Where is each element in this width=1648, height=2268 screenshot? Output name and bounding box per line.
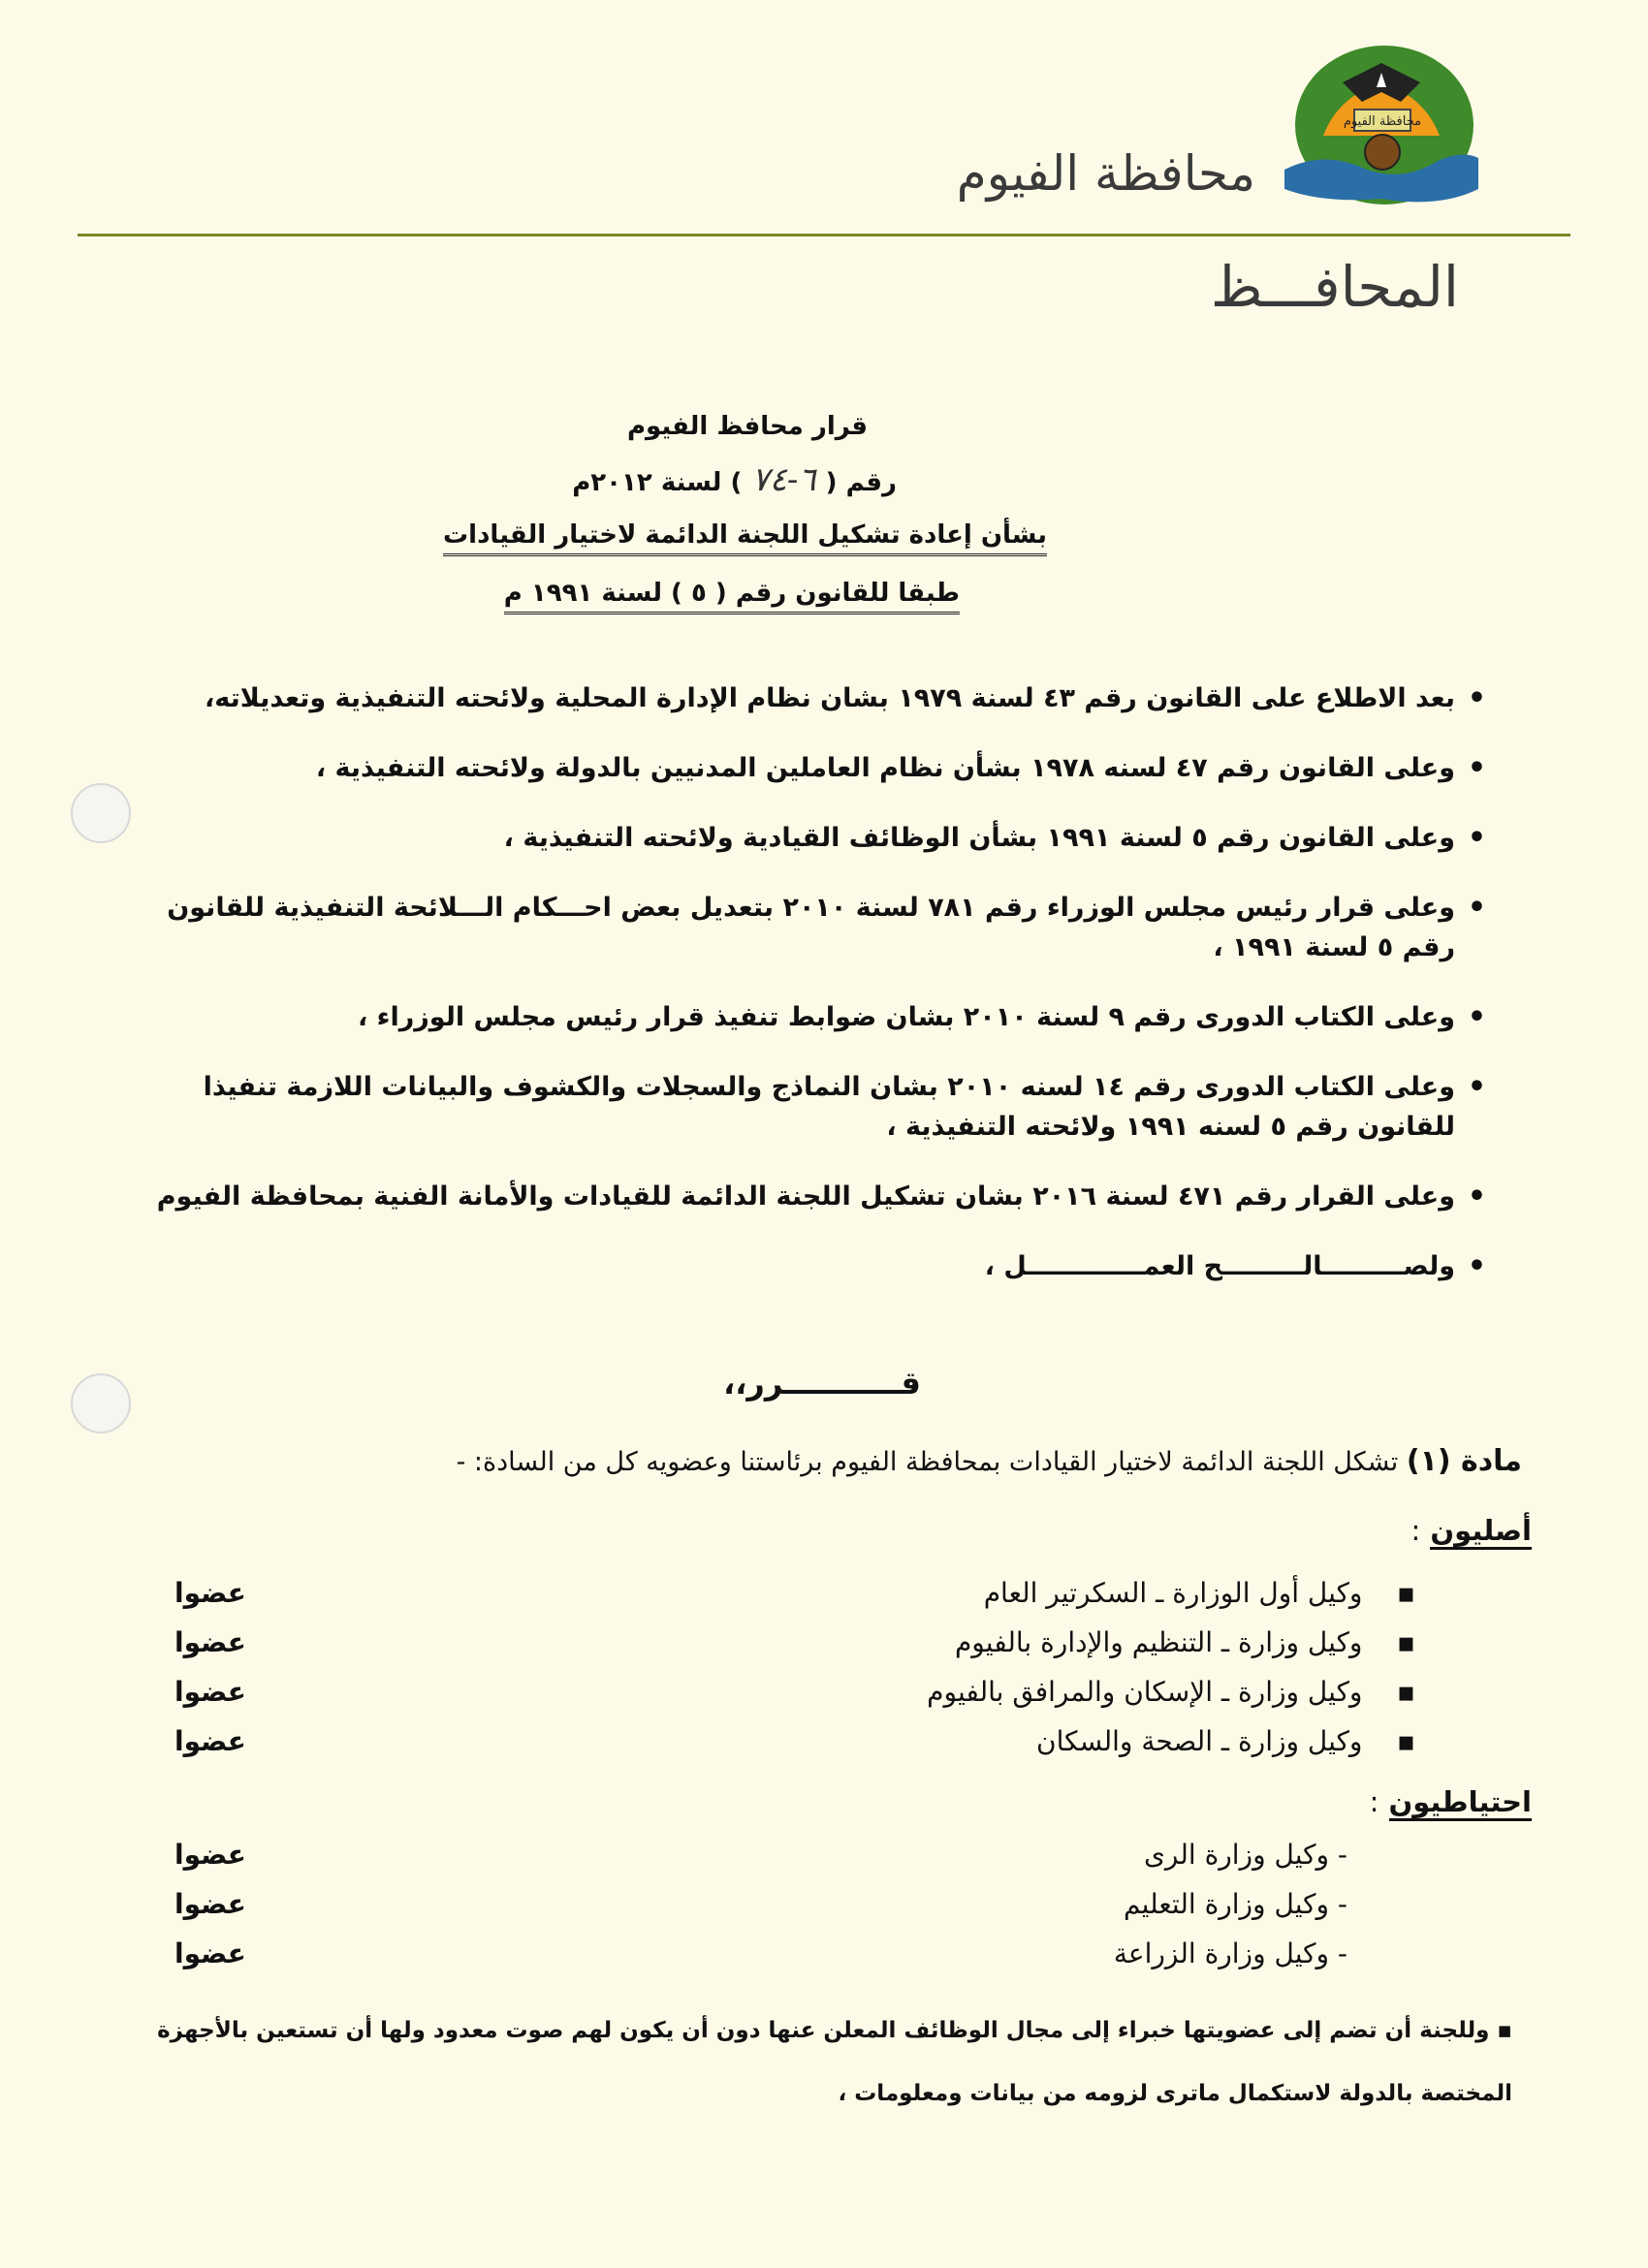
member-name: - وكيل وزارة التعليم	[1124, 1888, 1347, 1920]
decision-subject	[443, 520, 1047, 550]
article-1	[457, 1444, 1522, 1478]
decision-law-reference	[504, 579, 960, 608]
organization-name: محافظة الفيوم	[956, 145, 1255, 202]
decision-number-handwritten: ٦-٧٤	[751, 460, 816, 499]
member-name: ▪ وكيل وزارة ـ الصحة والسكان	[1036, 1725, 1415, 1757]
logo-text: محافظة الفيوم	[1343, 114, 1422, 129]
principal-member-row	[155, 1676, 1415, 1718]
preamble-item: • ولصـــــــــالـــــــــح العمـــــــــــــل ،	[111, 1246, 1488, 1286]
member-role: عضوا	[174, 1839, 246, 1871]
article-1-text: تشكل اللجنة الدائمة لاختيار القيادات بمحافظة الفيوم برئاستنا وعضويه كل من السادة: -	[456, 1447, 1399, 1477]
decides-heading: قـــــــــــرر،،	[723, 1365, 921, 1402]
principal-member-row	[155, 1577, 1415, 1620]
principals-label: أصليون	[1430, 1514, 1532, 1550]
member-role: عضوا	[174, 1676, 246, 1708]
member-role: عضوا	[174, 1937, 246, 1969]
decision-number-prefix: رقم (	[825, 468, 897, 497]
governor-title: المحافـــظ	[1210, 254, 1459, 320]
preamble-item: • وعلى الكتاب الدورى رقم ٩ لسنة ٢٠١٠ بشان ضوابط تنفيذ قرار رئيس مجلس الوزراء ،	[111, 997, 1488, 1037]
decision-law-reference-text: طبقا للقانون رقم ( ٥ ) لسنة ١٩٩١ م	[504, 579, 960, 614]
alternate-member-row	[155, 1839, 1415, 1881]
punch-hole	[71, 1373, 131, 1433]
alternates-heading	[1370, 1785, 1532, 1818]
article-1-label: مادة (١)	[1406, 1444, 1522, 1478]
principal-member-row	[155, 1626, 1415, 1669]
principals-heading	[1411, 1514, 1532, 1547]
committee-note: ▪ وللجنة أن تضم إلى عضويتها خبراء إلى مجال الوظائف المعلن عنها دون أن يكون لهم صوت معدود ولها أن تستعين بالأجهزة المختصة بالدولة لاستكمال ماترى لزومه من بيانات ومعلومات ،	[157, 2018, 1512, 2106]
member-role: عضوا	[174, 1888, 246, 1920]
preamble-item: • وعلى قرار رئيس مجلس الوزراء رقم ٧٨١ لسنة ٢٠١٠ بتعديل بعض احـــكام الـــلائحة التنفيذية للقانون رقم ٥ لسنة ١٩٩١ ،	[111, 888, 1488, 967]
governorate-logo	[1284, 44, 1478, 228]
preamble-item: • وعلى القانون رقم ٤٧ لسنه ١٩٧٨ بشأن نظام العاملين المدنيين بالدولة ولائحته التنفيذية ،	[111, 748, 1488, 788]
preamble-item: • وعلى القرار رقم ٤٧١ لسنة ٢٠١٦ بشان تشكيل اللجنة الدائمة للقيادات والأمانة الفنية بمحافظة الفيوم	[111, 1177, 1488, 1216]
member-role: عضوا	[174, 1577, 246, 1609]
preamble-item: • بعد الاطلاع على القانون رقم ٤٣ لسنة ١٩٧٩ بشان نظام الإدارة المحلية ولائحته التنفيذية وتعديلاته،	[111, 678, 1488, 718]
header-divider	[78, 234, 1570, 236]
member-role: عضوا	[174, 1626, 246, 1658]
alternates-label: احتياطيون	[1389, 1785, 1533, 1821]
member-name: ▪ وكيل وزارة ـ الإسكان والمرافق بالفيوم	[927, 1676, 1415, 1708]
alternate-member-row	[155, 1888, 1415, 1931]
preamble-item: • وعلى الكتاب الدورى رقم ١٤ لسنه ٢٠١٠ بشان النماذج والسجلات والكشوف والبيانات اللازمة تنفيذا للقانون رقم ٥ لسنه ١٩٩١ ولائحته التنفيذية ،	[111, 1067, 1488, 1147]
member-name: - وكيل وزارة الرى	[1144, 1839, 1347, 1871]
logo-waterwheel-icon	[1365, 135, 1400, 170]
preamble-item: • وعلى القانون رقم ٥ لسنة ١٩٩١ بشأن الوظائف القيادية ولائحته التنفيذية ،	[111, 818, 1488, 858]
preamble-list	[111, 678, 1488, 1316]
alternates-colon: :	[1369, 1785, 1379, 1818]
decision-number-suffix: ) لسنة ٢٠١٢م	[572, 468, 743, 497]
decision-subject-text: بشأن إعادة تشكيل اللجنة الدائمة لاختيار القيادات	[443, 520, 1047, 556]
decision-number	[572, 460, 897, 499]
member-name: ▪ وكيل أول الوزارة ـ السكرتير العام	[983, 1577, 1415, 1609]
principal-member-row	[155, 1725, 1415, 1768]
member-name: ▪ وكيل وزارة ـ التنظيم والإدارة بالفيوم	[954, 1626, 1415, 1658]
punch-hole	[71, 783, 131, 843]
alternate-member-row	[155, 1937, 1415, 1980]
principals-colon: :	[1410, 1514, 1421, 1547]
decision-title: قرار محافظ الفيوم	[626, 412, 868, 441]
member-name: - وكيل وزارة الزراعة	[1113, 1937, 1347, 1969]
member-role: عضوا	[174, 1725, 246, 1757]
